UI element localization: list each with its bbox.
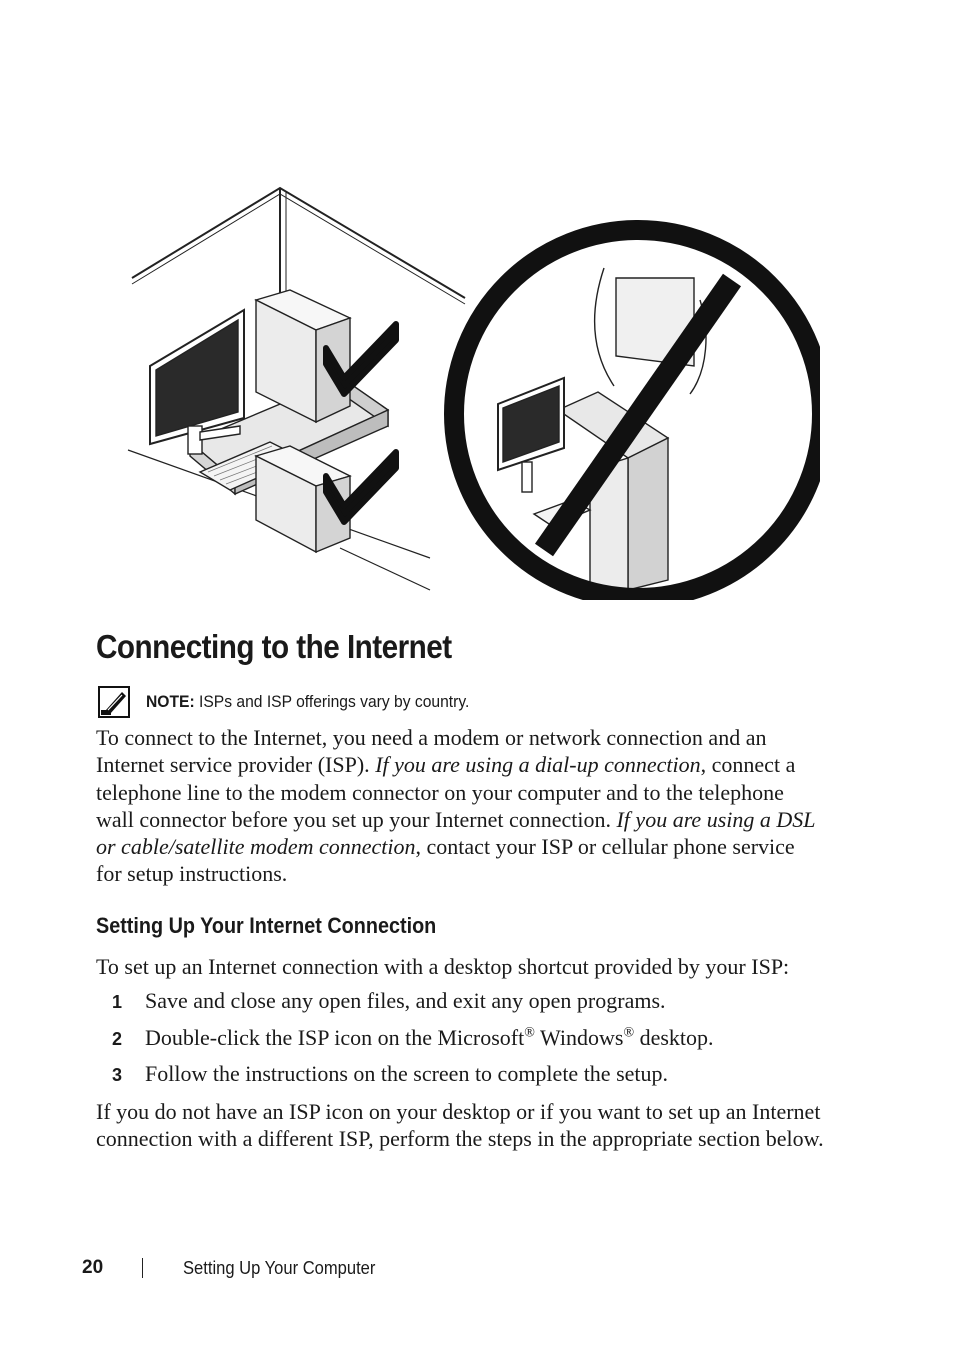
- step-number: 2: [112, 1028, 123, 1049]
- intro-text-3: , contact your ISP or cellular phone service for setup instructions.: [96, 834, 795, 887]
- section-heading: Setting Up Your Internet Connection: [96, 913, 437, 938]
- step-text-part: desktop.: [634, 1024, 714, 1050]
- placement-illustration: [120, 180, 820, 600]
- list-item: [96, 1061, 714, 1098]
- note-pencil-icon: [98, 686, 130, 718]
- note-text: [146, 692, 469, 712]
- intro-text-1: To connect to the Internet, you need a modem or network connection and an Internet service provider (ISP).: [96, 725, 767, 778]
- note-label: NOTE:: [146, 692, 195, 711]
- footer-divider: [142, 1258, 143, 1278]
- list-item: [96, 1025, 714, 1062]
- step-text-part: Double-click the ISP icon on the Microsoft: [145, 1024, 525, 1050]
- registered-mark: ®: [623, 1025, 635, 1041]
- registered-mark: ®: [524, 1025, 535, 1041]
- note-callout: [98, 685, 498, 719]
- list-item: [96, 988, 714, 1025]
- intro-italic-1: If you are using a dial-up connection: [375, 752, 701, 778]
- intro-italic-2: If you are using a DSL or cable/satellite modem connection: [96, 806, 816, 860]
- correct-placement-scene: [128, 188, 465, 590]
- setup-steps-list: [96, 988, 714, 1098]
- page-footer: [82, 1257, 392, 1279]
- step-text: [145, 1025, 714, 1051]
- note-body: ISPs and ISP offerings vary by country.: [194, 692, 470, 711]
- setup-intro-paragraph: To set up an Internet connection with a desktop shortcut provided by your ISP:: [96, 954, 790, 979]
- intro-paragraph: [96, 724, 824, 888]
- step-text: Save and close any open files, and exit any open programs.: [145, 988, 666, 1013]
- step-text-part: Windows: [534, 1024, 624, 1050]
- page-number: 20: [82, 1257, 104, 1278]
- step-number: 3: [112, 1065, 123, 1085]
- step-text: Follow the instructions on the screen to complete the setup.: [145, 1061, 669, 1086]
- closing-paragraph: If you do not have an ISP icon on your desktop or if you want to set up an Internet connection with a different ISP, perform the steps in the appropriate section below.: [96, 1099, 824, 1152]
- footer-section-title: Setting Up Your Computer: [183, 1257, 376, 1278]
- step-number: 1: [112, 992, 123, 1012]
- intro-text-2: , connect a telephone line to the modem connector on your computer and to the telephone wall connector before you set up your Internet connection.: [96, 752, 796, 832]
- page-title: Connecting to the Internet: [96, 628, 452, 665]
